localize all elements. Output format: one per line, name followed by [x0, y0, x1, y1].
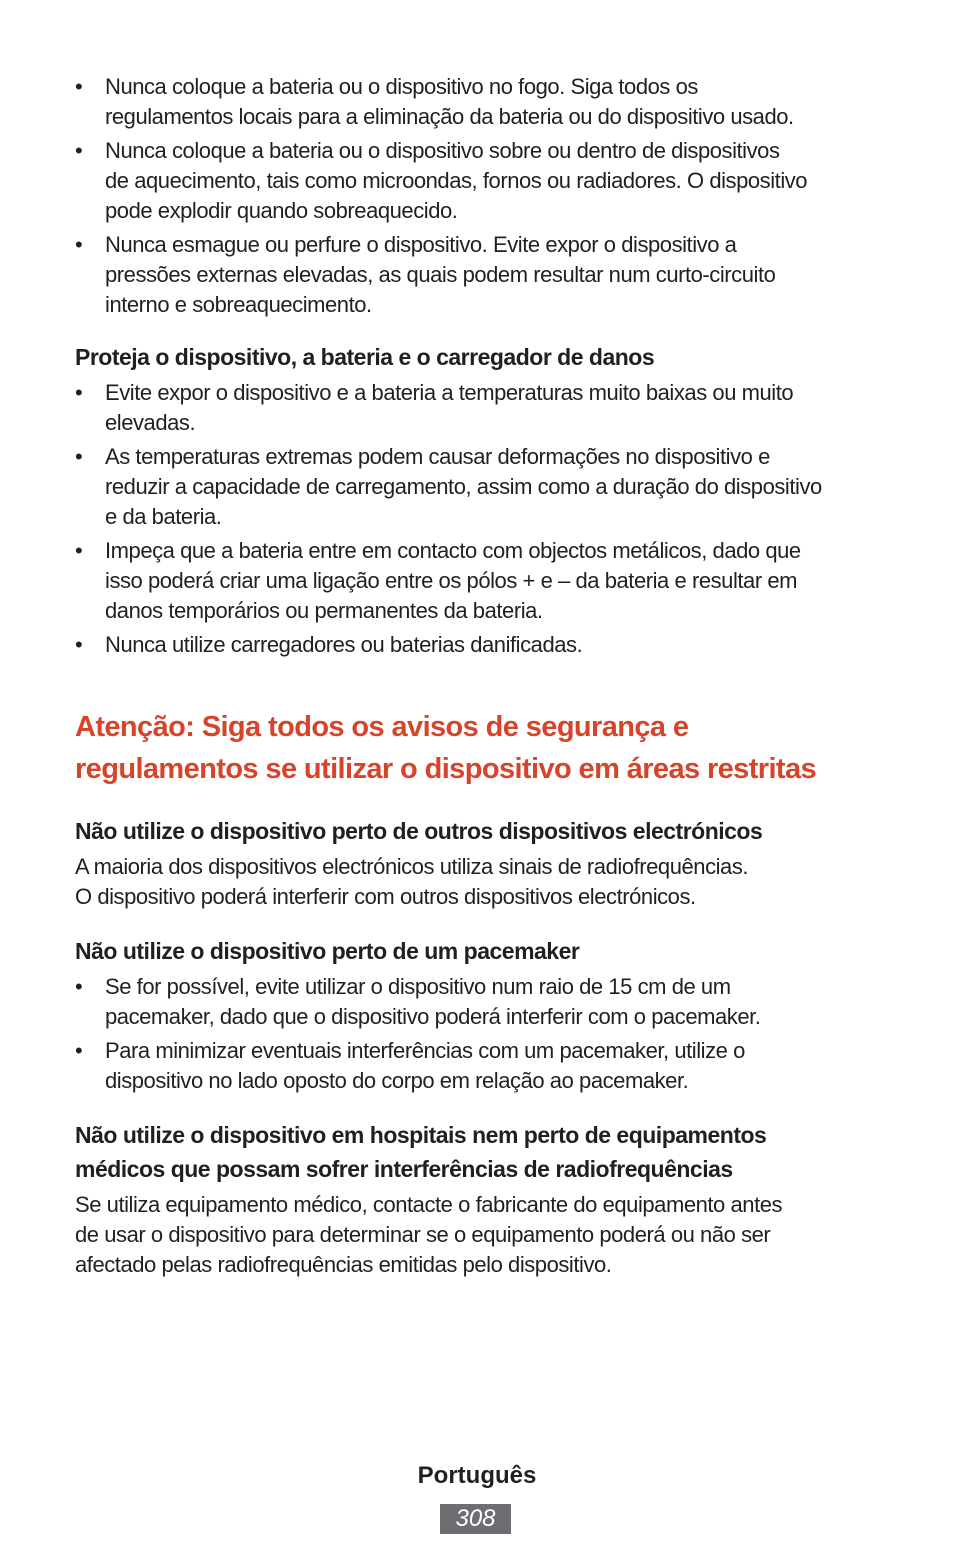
paragraph-hospitals: Se utiliza equipamento médico, contacte o fabricante do equipamento antes de usar o dispositivo para determinar se o equipamento poderá ou não ser afectado pelas radiofrequências emitidas pelo dispositivo. [75, 1192, 783, 1277]
section-heading-pacemaker: Não utilize o dispositivo perto de um pacemaker [75, 938, 580, 964]
list-item: • Evite expor o dispositivo e a bateria a temperaturas muito baixas ou muito elevadas. [75, 378, 885, 438]
list-item: • Se for possível, evite utilizar o dispositivo num raio de 15 cm de um pacemaker, dado que o dispositivo poderá interferir com o pacemaker. [75, 972, 885, 1032]
list-item: • Para minimizar eventuais interferências com um pacemaker, utilize o dispositivo no lado oposto do corpo em relação ao pacemaker. [75, 1036, 885, 1096]
section-heading-protect: Proteja o dispositivo, a bateria e o carregador de danos [75, 344, 655, 370]
footer-language: Português [417, 1462, 537, 1489]
list-item: • Nunca coloque a bateria ou o dispositivo no fogo. Siga todos os regulamentos locais para a eliminação da bateria ou do dispositivo usado. [75, 72, 885, 132]
paragraph-electronics: A maioria dos dispositivos electrónicos utiliza sinais de radiofrequências. O dispositivo poderá interferir com outros dispositivos electrónicos. [75, 854, 749, 909]
list-item: • Nunca coloque a bateria ou o dispositivo sobre ou dentro de dispositivos de aquecimento, tais como microondas, fornos ou radiadores. O dispositivo pode explodir quando sobreaquecido. [75, 136, 885, 226]
section-heading-hospitals: Não utilize o dispositivo em hospitais nem perto de equipamentos médicos que possam sofrer interferências de radiofrequências [75, 1122, 767, 1182]
bullet-list-pacemaker [75, 972, 885, 1096]
list-item: • Nunca esmague ou perfure o dispositivo. Evite expor o dispositivo a pressões externas elevadas, as quais podem resultar num curto-circuito interno e sobreaquecimento. [75, 230, 885, 320]
bullet-list-top [75, 72, 885, 320]
list-item: • Impeça que a bateria entre em contacto com objectos metálicos, dado que isso poderá criar uma ligação entre os pólos + e – da bateria e resultar em danos temporários ou permanentes da bateria. [75, 536, 885, 626]
page-number-badge: 308 [440, 1504, 511, 1534]
page-content [75, 72, 885, 1280]
section-heading-electronics: Não utilize o dispositivo perto de outros dispositivos electrónicos [75, 818, 763, 844]
list-item: • Nunca utilize carregadores ou baterias danificadas. [75, 630, 885, 660]
bullet-list-protect [75, 378, 885, 660]
warning-heading: Atenção: Siga todos os avisos de segurança e regulamentos se utilizar o dispositivo em áreas restritas [75, 711, 817, 785]
list-item: • As temperaturas extremas podem causar deformações no dispositivo e reduzir a capacidade de carregamento, assim como a duração do dispositivo e da bateria. [75, 442, 885, 532]
